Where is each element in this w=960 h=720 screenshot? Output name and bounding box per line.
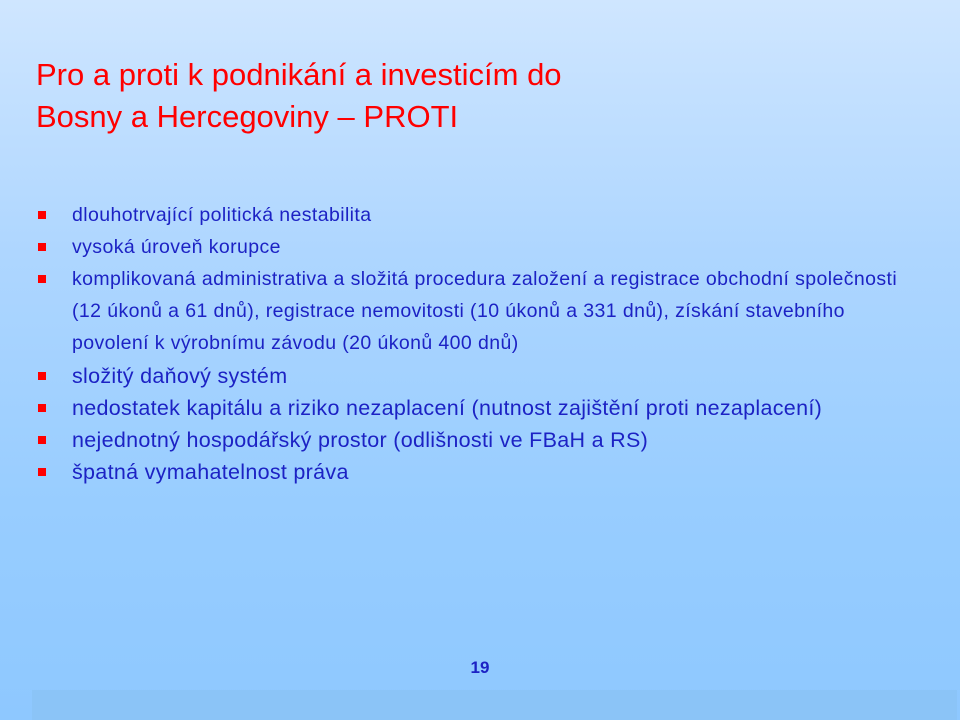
bullet-text: vysoká úroveň korupce <box>72 236 281 258</box>
bullet-text: dlouhotrvající politická nestabilita <box>72 204 372 226</box>
square-bullet-icon <box>38 372 46 380</box>
bullet-item-economic-space <box>36 426 916 455</box>
slide-title-line-1: Pro a proti k podnikání a investicím do <box>36 57 562 92</box>
footer-bar <box>32 690 957 720</box>
slide-title-line-2: Bosny a Hercegoviny – PROTI <box>36 99 459 134</box>
square-bullet-icon <box>38 436 46 444</box>
bullet-text: komplikovaná administrativa a složitá procedura založení a registrace obchodní společnosti (12 úkonů a 61 dnů), registrace nemovitosti (10 úkonů a 331 dnů), získání stavebního povolení k výrobnímu závodu (20 úkonů 400 dnů) <box>72 268 898 354</box>
page-number: 19 <box>470 658 490 677</box>
bullet-item-tax-system <box>36 362 916 391</box>
square-bullet-icon <box>38 404 46 412</box>
bullet-item-capital-shortage <box>36 394 916 423</box>
square-bullet-icon <box>38 211 46 219</box>
square-bullet-icon <box>38 275 46 283</box>
bullet-item-political-instability <box>36 199 916 231</box>
bullet-list <box>36 199 916 487</box>
bullet-item-administration <box>36 263 916 359</box>
bullet-text: špatná vymahatelnost práva <box>72 460 349 484</box>
bullet-item-corruption <box>36 231 916 263</box>
bullet-item-law-enforcement <box>36 458 916 487</box>
slide-title <box>36 54 916 138</box>
bullet-text: složitý daňový systém <box>72 364 288 388</box>
square-bullet-icon <box>38 243 46 251</box>
square-bullet-icon <box>38 468 46 476</box>
bullet-text: nejednotný hospodářský prostor (odlišnosti ve FBaH a RS) <box>72 428 649 452</box>
bullet-text: nedostatek kapitálu a riziko nezaplacení (nutnost zajištění proti nezaplacení) <box>72 396 823 420</box>
